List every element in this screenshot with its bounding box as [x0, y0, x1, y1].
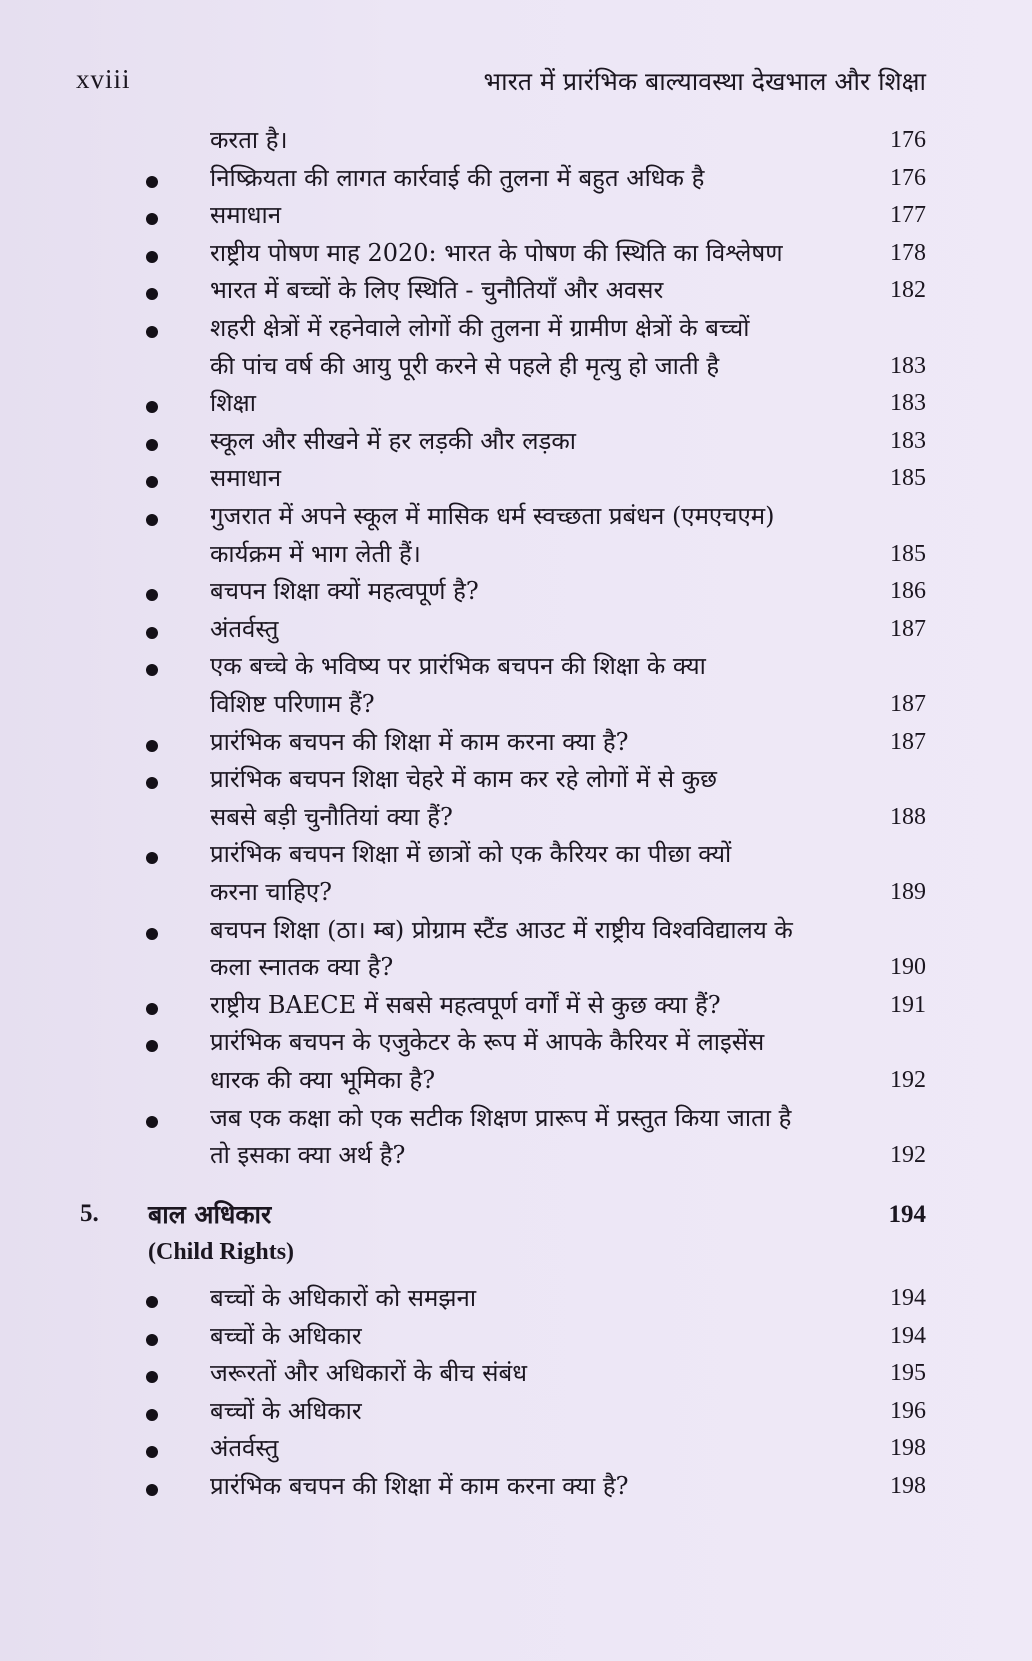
toc-page-number: 187	[890, 691, 926, 717]
running-title: भारत में प्रारंभिक बाल्यावस्था देखभाल और शिक्षा	[483, 67, 926, 96]
toc-page-number: 177	[890, 202, 926, 229]
bullet-icon	[146, 1446, 158, 1458]
toc-entry-text: जरूरतों और अधिकारों के बीच संबंध	[210, 1359, 527, 1388]
page-number: xviii	[76, 64, 131, 94]
toc-page-number: 194	[890, 1285, 926, 1311]
toc-entry-text: राष्ट्रीय पोषण माह 2020: भारत के पोषण की स्थिति का विश्लेषण	[210, 238, 783, 267]
toc-page-number: 198	[890, 1473, 926, 1499]
chapter-title: बाल अधिकार	[148, 1199, 272, 1229]
toc-page-number: 178	[890, 239, 926, 266]
toc-page-number: 185	[890, 540, 926, 567]
bullet-icon	[146, 1409, 158, 1421]
toc-entry-text: करना चाहिए?	[210, 878, 332, 906]
toc-entry-text: सबसे बड़ी चुनौतियां क्या हैं?	[210, 802, 453, 831]
bullet-icon	[146, 664, 158, 676]
bullet-icon	[146, 740, 158, 752]
toc-entry-text: निष्क्रियता की लागत कार्रवाई की तुलना में बहुत अधिक है	[210, 163, 705, 192]
bullet-icon	[146, 1371, 158, 1383]
toc-page-number: 183	[890, 427, 926, 454]
bullet-icon	[146, 1003, 158, 1015]
toc-page-number: 196	[890, 1397, 926, 1424]
toc-page-number: 176	[890, 164, 926, 191]
toc-entry-text: धारक की क्या भूमिका है?	[210, 1066, 436, 1094]
toc-entry-text: प्रारंभिक बचपन के एजुकेटर के रूप में आपके कैरियर में लाइसेंस	[210, 1028, 765, 1057]
bullet-icon	[146, 777, 158, 789]
toc-entry-text: बच्चों के अधिकार	[210, 1321, 362, 1350]
toc-page-number: 176	[890, 127, 926, 153]
toc-entry-text: राष्ट्रीय BAECE में सबसे महत्वपूर्ण वर्गों में से कुछ क्या हैं?	[210, 990, 721, 1019]
toc-page-number: 191	[890, 991, 926, 1018]
bullet-icon	[146, 514, 158, 526]
chapter-page-number: 194	[888, 1200, 926, 1228]
toc-page-number: 183	[890, 352, 926, 379]
bullet-icon	[146, 928, 158, 940]
toc-entry-text: प्रारंभिक बचपन शिक्षा में छात्रों को एक कैरियर का पीछा क्यों	[210, 840, 732, 869]
bullet-icon	[146, 401, 158, 413]
toc-entry-text: प्रारंभिक बचपन की शिक्षा में काम करना क्या है?	[210, 727, 629, 756]
toc-page-number: 182	[890, 277, 926, 304]
toc-page-number: 187	[890, 728, 926, 755]
toc-entry-text: शिक्षा	[210, 389, 256, 418]
bullet-icon	[146, 439, 158, 451]
toc-entry-text: बच्चों के अधिकार	[210, 1396, 362, 1425]
bullet-icon	[146, 1040, 158, 1052]
toc-entry-text: की पांच वर्ष की आयु पूरी करने से पहले ही मृत्यु हो जाती है	[210, 351, 720, 380]
bullet-icon	[146, 251, 158, 263]
toc-page-number: 188	[890, 803, 926, 830]
toc-entry-text: अंतर्वस्तु	[210, 1434, 279, 1463]
toc-page-number: 192	[890, 1142, 926, 1169]
bullet-icon	[146, 852, 158, 864]
bullet-icon	[146, 326, 158, 338]
bullet-icon	[146, 288, 158, 300]
toc-entry-text: भारत में बच्चों के लिए स्थिति - चुनौतियाँ और अवसर	[210, 276, 664, 305]
toc-page-number: 194	[890, 1322, 926, 1349]
toc-page-number: 190	[890, 954, 926, 981]
toc-entry-text: कला स्नातक क्या है?	[210, 953, 394, 982]
toc-entry-text: कार्यक्रम में भाग लेती हैं।	[210, 539, 421, 568]
toc-entry-text: जब एक कक्षा को एक सटीक शिक्षण प्रारूप में प्रस्तुत किया जाता है	[210, 1103, 792, 1132]
toc-entry-text: करता है।	[210, 126, 288, 154]
bullet-icon	[146, 1116, 158, 1128]
toc-entry-text: स्कूल और सीखने में हर लड़की और लड़का	[210, 426, 577, 455]
bullet-icon	[146, 213, 158, 225]
bullet-icon	[146, 627, 158, 639]
toc-entry-text: विशिष्ट परिणाम हैं?	[210, 690, 375, 718]
bullet-icon	[146, 1334, 158, 1346]
toc-entry-text: प्रारंभिक बचपन शिक्षा चेहरे में काम कर रहे लोगों में से कुछ	[210, 765, 717, 794]
toc-page-number: 183	[890, 390, 926, 417]
toc-entry-text: बच्चों के अधिकारों को समझना	[210, 1284, 477, 1312]
toc-entry-text: अंतर्वस्तु	[210, 614, 279, 643]
toc-entry-text: शहरी क्षेत्रों में रहनेवाले लोगों की तुलना में ग्रामीण क्षेत्रों के बच्चों	[210, 314, 750, 342]
toc-entry-text: एक बच्चे के भविष्य पर प्रारंभिक बचपन की शिक्षा के क्या	[210, 652, 706, 681]
toc-page-number: 189	[890, 879, 926, 905]
toc-page-number: 186	[890, 578, 926, 605]
bullet-icon	[146, 1296, 158, 1308]
chapter-number: 5.	[80, 1199, 99, 1227]
chapter-subtitle: (Child Rights)	[148, 1239, 295, 1266]
toc-page-number: 185	[890, 465, 926, 492]
bullet-icon	[146, 476, 158, 488]
toc-entry-text: समाधान	[210, 464, 282, 493]
toc-entry-text: गुजरात में अपने स्कूल में मासिक धर्म स्वच्छता प्रबंधन (एमएचएम)	[210, 502, 775, 530]
toc-entry-text: तो इसका क्या अर्थ है?	[210, 1141, 406, 1170]
toc-entry-text: बचपन शिक्षा (ठा। म्ब) प्रोग्राम स्टैंड आउट में राष्ट्रीय विश्वविद्यालय के	[210, 915, 793, 944]
toc-page-number: 198	[890, 1435, 926, 1462]
toc-entry-text: बचपन शिक्षा क्यों महत्वपूर्ण है?	[210, 577, 479, 606]
bullet-icon	[146, 1484, 158, 1496]
toc-page-number: 192	[890, 1067, 926, 1093]
bullet-icon	[146, 589, 158, 601]
toc-entry-text: प्रारंभिक बचपन की शिक्षा में काम करना क्या है?	[210, 1472, 629, 1500]
toc-entry-text: समाधान	[210, 201, 282, 230]
toc-page-number: 195	[890, 1360, 926, 1387]
bullet-icon	[146, 176, 158, 188]
toc-page-number: 187	[890, 615, 926, 642]
